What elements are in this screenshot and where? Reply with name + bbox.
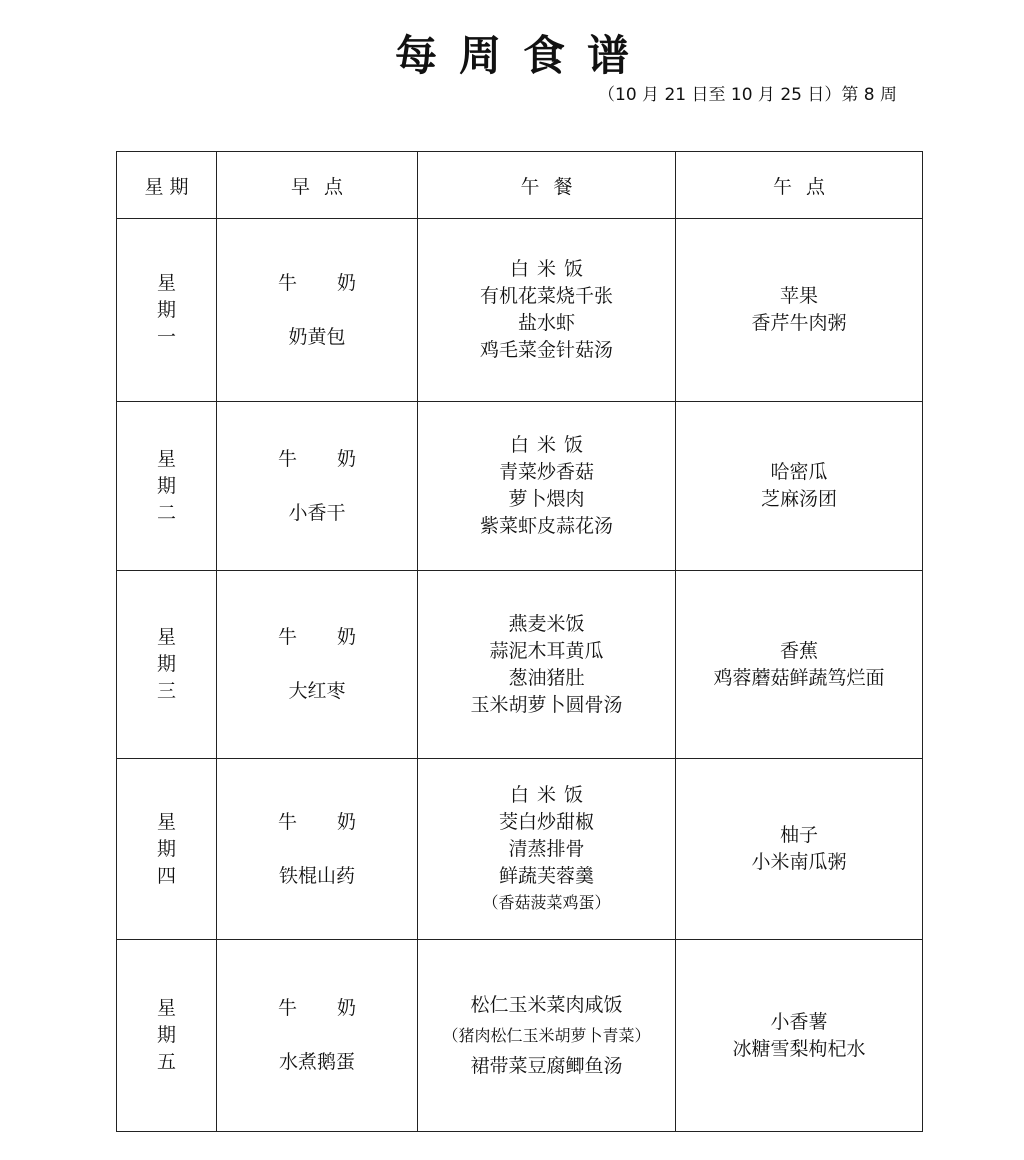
snack-item: 柚子 (779, 824, 818, 846)
snack-item: 苹果 (779, 285, 818, 307)
page-title: 每周食谱 (394, 31, 651, 80)
lunch-item: 白米饭 (509, 784, 591, 806)
lunch-item: 清蒸排骨 (508, 838, 585, 860)
lunch-item: 葱油猪肚 (508, 666, 585, 689)
snack-item: 香蕉 (779, 639, 818, 662)
snack-cell (676, 219, 923, 402)
lunch-cell (418, 759, 676, 940)
day-label: 星 期 三 (156, 626, 176, 702)
lunch-note: （猪肉松仁玉米胡萝卜青菜） (442, 1025, 651, 1045)
snack-cell (676, 571, 923, 759)
breakfast-cell (217, 402, 418, 571)
lunch-item: 有机花菜烧千张 (479, 285, 613, 307)
breakfast-item: 牛奶 (277, 997, 396, 1019)
day-label: 星 期 一 (156, 271, 176, 348)
lunch-item: 裙带菜豆腐鲫鱼汤 (470, 1054, 623, 1077)
lunch-item: 鲜蔬芙蓉羹 (498, 865, 594, 887)
breakfast-item: 大红枣 (288, 680, 346, 702)
lunch-item: 蒜泥木耳黄瓜 (489, 639, 604, 662)
lunch-item: 青菜炒香菇 (498, 461, 594, 483)
snack-item: 芝麻汤团 (760, 488, 837, 510)
breakfast-cell (217, 759, 418, 940)
day-cell (117, 940, 217, 1132)
header-lunch: 午餐 (418, 152, 676, 219)
day-label: 星 期 五 (156, 997, 176, 1073)
header-snack: 午点 (676, 152, 923, 219)
breakfast-item: 牛奶 (277, 810, 396, 833)
breakfast-item: 牛奶 (277, 626, 396, 648)
snack-item: 哈密瓜 (770, 461, 828, 483)
table-row (117, 219, 923, 402)
lunch-item: 白米饭 (509, 434, 591, 456)
breakfast-cell (217, 571, 418, 759)
day-cell (117, 219, 217, 402)
breakfast-item: 奶黄包 (288, 325, 346, 348)
lunch-item: 玉米胡萝卜圆骨汤 (470, 693, 623, 716)
breakfast-cell (217, 940, 418, 1132)
lunch-item: 茭白炒甜椒 (498, 811, 594, 833)
snack-cell (676, 940, 923, 1132)
table-header-row (117, 152, 923, 219)
snack-item: 小香薯 (770, 1010, 828, 1033)
breakfast-item: 牛奶 (277, 447, 396, 470)
lunch-item: 盐水虾 (517, 312, 575, 334)
breakfast-item: 牛奶 (277, 271, 396, 294)
day-cell (117, 759, 217, 940)
lunch-cell (418, 402, 676, 571)
header-breakfast: 早点 (217, 152, 418, 219)
snack-item: 冰糖雪梨枸杞水 (732, 1037, 866, 1060)
lunch-item: 鸡毛菜金针菇汤 (479, 339, 613, 361)
week-range-subtitle: （10 月 21 日至 10 月 25 日）第 8 周 (598, 85, 897, 105)
weekly-menu-table (116, 151, 923, 1132)
lunch-cell (418, 940, 676, 1132)
lunch-cell (418, 219, 676, 402)
lunch-item: 紫菜虾皮蒜花汤 (479, 515, 613, 537)
snack-item: 鸡蓉蘑菇鲜蔬笃烂面 (713, 666, 885, 689)
breakfast-item: 水煮鹅蛋 (278, 1051, 355, 1073)
day-cell (117, 571, 217, 759)
snack-cell (676, 402, 923, 571)
table-row (117, 940, 923, 1132)
snack-item: 香芹牛肉粥 (751, 312, 847, 334)
table-row (117, 402, 923, 571)
snack-item: 小米南瓜粥 (751, 851, 847, 873)
breakfast-cell (217, 219, 418, 402)
day-cell (117, 402, 217, 571)
header-week: 星期 (117, 152, 217, 219)
lunch-cell (418, 571, 676, 759)
lunch-item: 萝卜煨肉 (508, 488, 585, 510)
table-row (117, 571, 923, 759)
day-label: 星 期 四 (156, 810, 176, 887)
day-label: 星 期 二 (156, 447, 176, 524)
breakfast-item: 铁棍山药 (278, 864, 355, 887)
lunch-item: 松仁玉米菜肉咸饭 (470, 993, 623, 1016)
breakfast-item: 小香干 (288, 501, 346, 524)
lunch-note: （香菇菠菜鸡蛋） (482, 893, 611, 912)
snack-cell (676, 759, 923, 940)
lunch-item: 白米饭 (509, 258, 591, 280)
lunch-item: 燕麦米饭 (508, 612, 585, 635)
table-row (117, 759, 923, 940)
